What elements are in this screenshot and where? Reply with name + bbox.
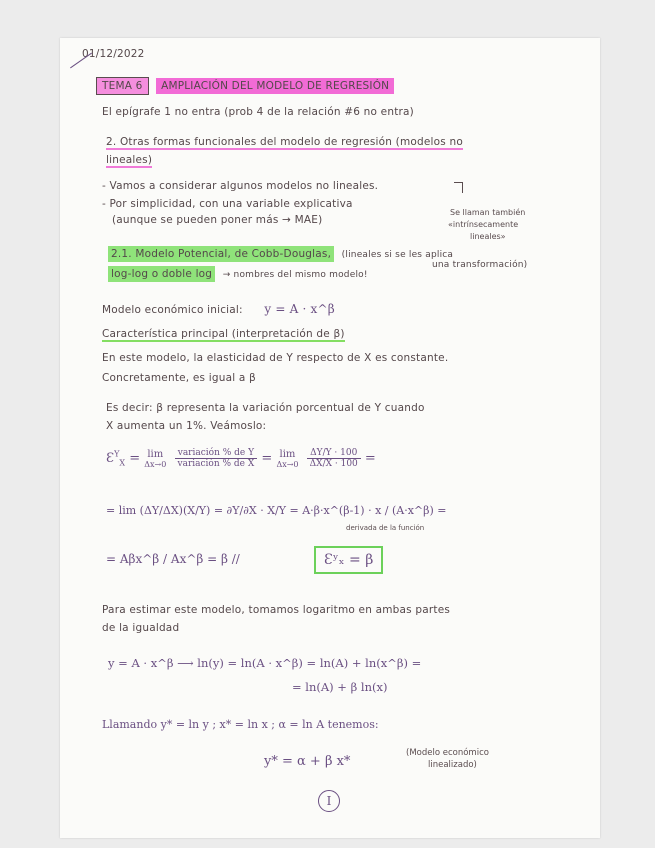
section21-title-tail: (lineales si se les aplica (341, 250, 454, 260)
topic-header (96, 80, 394, 92)
fraction-1-den: variación % de X (177, 459, 255, 469)
model-equation: y = A · x^β (264, 302, 335, 316)
characteristic-title: Característica principal (interpretación de β) (102, 328, 345, 340)
estimation-eq2: = ln(A) + β ln(x) (292, 680, 388, 694)
section21-title: 2.1. Modelo Potencial, de Cobb-Douglas, (108, 246, 334, 262)
fraction-2-den: ΔX/X · 100 (309, 459, 358, 469)
characteristic-p1-l2: Concretamente, es igual a β (102, 372, 256, 384)
final-note-2: linealizado) (428, 760, 477, 770)
estimation-eq1: y = A · x^β ⟶ ln(y) = ln(A · x^β) = ln(A) + ln(x^β) = (108, 656, 422, 670)
section21-title-row (108, 248, 453, 260)
characteristic-p1-l1: En este modelo, la elasticidad de Y respecto de X es constante. (102, 352, 449, 364)
bullet-2: - Por simplicidad, con una variable explicativa (102, 198, 353, 210)
derivation-row-2: = lim (ΔY/ΔX)(X/Y) = ∂Y/∂X · X/Y = A·β·x^(β-1) · x / (A·x^β) = (106, 504, 447, 517)
lim-1: lim (147, 448, 164, 460)
fraction-1-num: variación % de Y (175, 448, 258, 459)
lim-block-2 (276, 449, 298, 469)
lim-2: lim (279, 448, 296, 460)
derivation-row-1: $Ɛ^Y_X$ = lim Δx→0 $\frac{\text{variación \% de Y}}{\text{variación \% de X}}$ = lim Δx→0 $\frac{\Delta Y/Y \cdot 100}{\Delta X/X \cdot 100}$ = (106, 448, 376, 469)
section2-title-2 (106, 154, 152, 166)
section21-line2: log-log o doble log (108, 266, 215, 282)
fraction-1 (175, 448, 258, 469)
side-note-3: lineales» (470, 232, 506, 241)
note-epigrafe: El epígrafe 1 no entra (prob 4 de la relación #6 no entra) (102, 106, 414, 118)
section2-title-line2: lineales) (106, 154, 153, 166)
hook-arrow-icon (454, 182, 463, 193)
characteristic-p2-l1: Es decir: β representa la variación porcentual de Y cuando (106, 402, 425, 414)
date: 01/12/2022 (82, 48, 145, 60)
model-label: Modelo económico inicial: (102, 304, 243, 316)
derivation-row-3: = Aβx^β / Ax^β = β // (106, 552, 240, 566)
fraction-2-num: ΔY/Y · 100 (307, 448, 361, 459)
section21-line2-row (108, 268, 368, 280)
lim-sub-1: Δx→0 (144, 459, 167, 469)
date-stroke (70, 53, 92, 69)
characteristic-title-row (102, 328, 345, 340)
side-note-1: Se llaman también (450, 208, 526, 217)
topic-title: AMPLIACIÓN DEL MODELO DE REGRESIÓN (156, 78, 394, 94)
notebook-page (60, 38, 600, 838)
topic-label: TEMA 6 (96, 77, 149, 95)
estimation-line1: Para estimar este modelo, tomamos logaritmo en ambas partes (102, 604, 451, 616)
final-note-1: (Modelo económico (406, 748, 489, 758)
result-box: Ɛʸₓ = β (314, 546, 383, 574)
section2-title (106, 136, 463, 148)
page-number: I (318, 790, 340, 812)
section21-line2-tail: → nombres del mismo modelo! (222, 270, 368, 280)
section21-line2-right: una transformación) (432, 260, 528, 270)
characteristic-p2-l2: X aumenta un 1%. Veámoslo: (106, 420, 267, 432)
lim-block-1 (144, 449, 166, 469)
section2-title-line1: 2. Otras formas funcionales del modelo de regresión (modelos no (106, 136, 463, 148)
estimation-final: y* = α + β x* (264, 754, 351, 769)
fraction-2 (307, 448, 361, 469)
lim-sub-2: Δx→0 (276, 459, 299, 469)
derivation-row-2-note: derivada de la función (346, 524, 425, 532)
bullet-2-cont: (aunque se pueden poner más → MAE) (112, 214, 323, 226)
estimation-line2: de la igualdad (102, 622, 180, 634)
elasticity-symbol: Ɛ (106, 451, 115, 466)
estimation-call: Llamando y* = ln y ; x* = ln x ; α = ln A tenemos: (102, 718, 379, 731)
model-row (102, 302, 335, 316)
bullet-1: - Vamos a considerar algunos modelos no lineales. (102, 180, 379, 192)
side-note-2: «intrínsecamente (448, 220, 519, 229)
